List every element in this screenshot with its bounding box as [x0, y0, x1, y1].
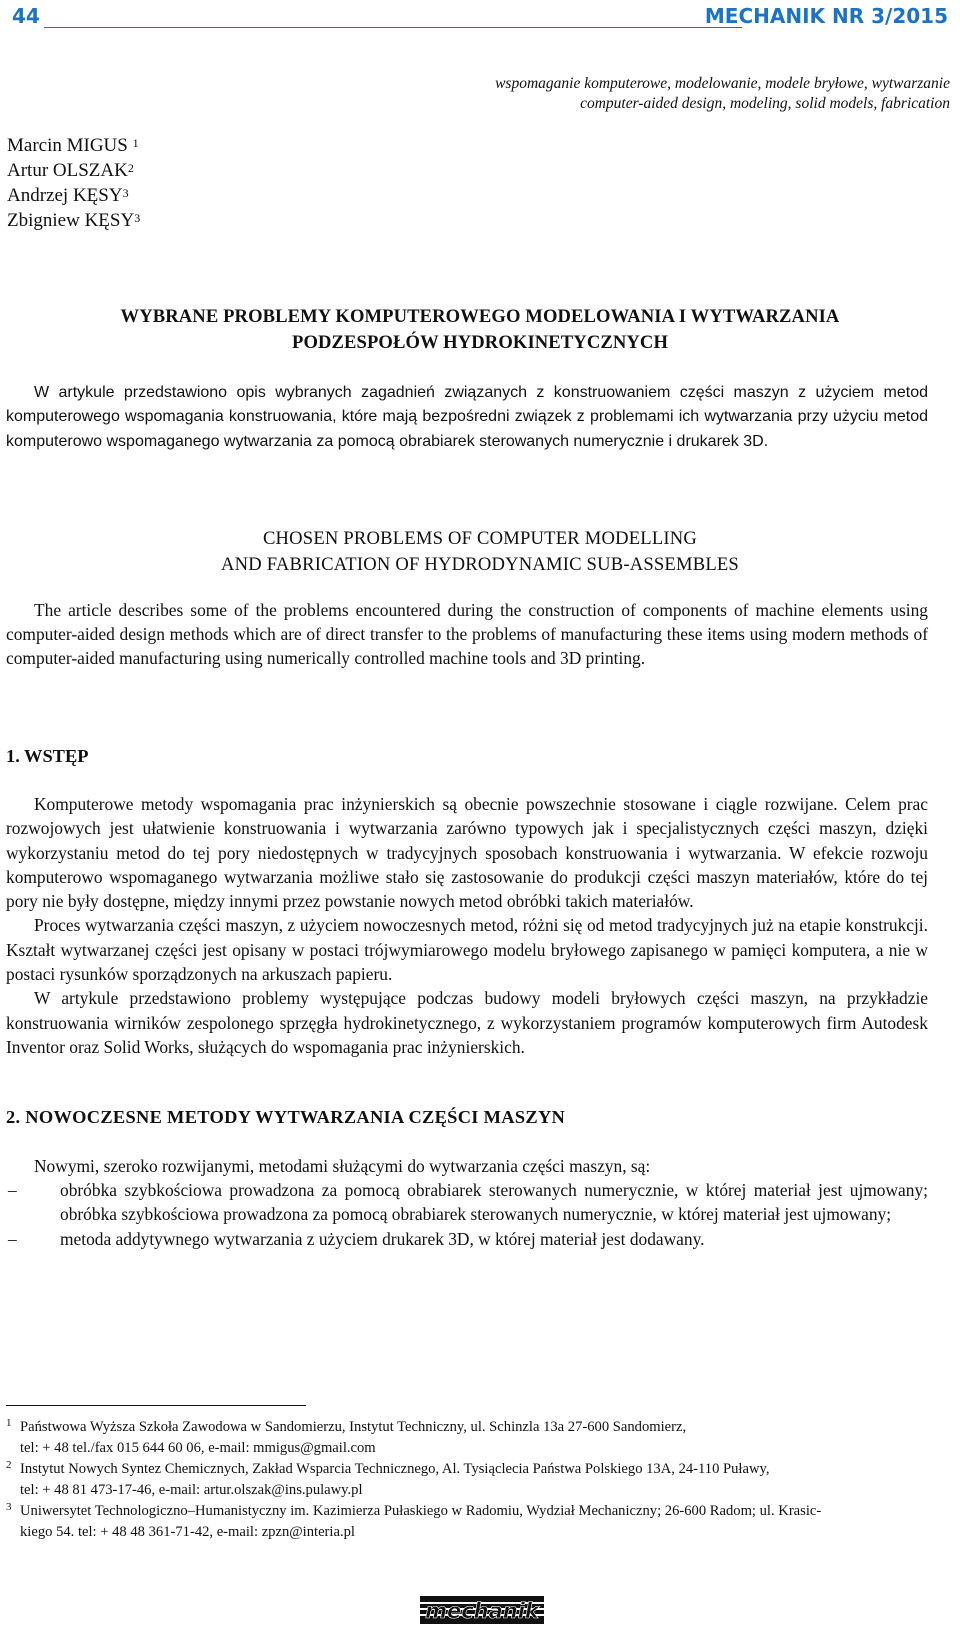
- header-rule: [44, 27, 742, 28]
- keywords-pl: wspomaganie komputerowe, modelowanie, modele bryłowe, wytwarzanie: [495, 75, 950, 92]
- list-item: – obróbka szybkościowa prowadzona za pomocą obrabiarek sterowanych numerycznie, w której materiał jest ujmowany; obróbka szybkościowa prowadzona za pomocą obrabiarek sterowanych numerycznie, w której materiał jest ujmowany;: [8, 1180, 928, 1225]
- logo-text: mechanik: [425, 1599, 539, 1623]
- footnote-rule: [6, 1405, 306, 1406]
- footnote: 1 Państwowa Wyższa Szkoła Zawodowa w Sandomierzu, Instytut Techniczny, ul. Schinzla 13a 27-600 Sandomierz, tel: + 48 tel./fax 015 644 60 06, e-mail: mmigus@gmail.com: [6, 1417, 687, 1456]
- mechanik-logo-icon: [420, 1596, 544, 1624]
- paper-title-en: CHOSEN PROBLEMS OF COMPUTER MODELLING AND FABRICATION OF HYDRODYNAMIC SUB-ASSEMBLES: [221, 528, 739, 575]
- section-1-body: [6, 792, 928, 1059]
- footnote: 2 Instytut Nowych Syntez Chemicznych, Zakład Wsparcia Technicznego, Al. Tysiąclecia Państwa Polskiego 13A, 24-110 Puławy, tel: + 48 81 473-17-46, e-mail: artur.olszak@ins.pulawy.pl: [6, 1459, 770, 1498]
- journal-title: MECHANIK NR 3/2015: [704, 4, 948, 28]
- footnotes: [6, 1417, 936, 1543]
- paragraph: Komputerowe metody wspomagania prac inżynierskich są obecnie powszechnie stosowane i ciągle rozwijane. Celem prac rozwojowych jest ułatwienie konstruowania i wytwarzania zarówno typowych jak i specjalistycznych części maszyn, dzięki wykorzystaniu metod do tej pory niedostępnych w tradycyjnych sposobach konstruowania i wytwarzania. W efekcie rozwoju komputerowo wspomaganego wytwarzania możliwe stało się zastosowanie do produkcji części maszyn materiałów, które do tej pory nie były dostępne, między innymi przez powstanie nowych metod obróbki takich materiałów.: [6, 794, 928, 912]
- abstract-pl: W artykule przedstawiono opis wybranych zagadnień związanych z konstruowaniem części maszyn z użyciem metod komputerowego wspomagania konstruowania, które mają bezpośredni związek z problemami ich wytwarzania przy użyciu metod komputerowo wspomaganego wytwarzania za pomocą obrabiarek sterowanych numerycznie i drukarek 3D.: [6, 384, 928, 450]
- section-heading: 1. WSTĘP: [6, 746, 89, 766]
- list-item: – metoda addytywnego wytwarzania z użyciem drukarek 3D, w której materiał jest dodawany.: [6, 1227, 928, 1251]
- author-list: [7, 133, 140, 233]
- bullet-marker: –: [8, 1228, 17, 1249]
- bullet-marker: –: [8, 1180, 17, 1200]
- author: Marcin MIGUS $^1$: [7, 135, 139, 156]
- paper-title-pl: WYBRANE PROBLEMY KOMPUTEROWEGO MODELOWANIA I WYTWARZANIA PODZESPOŁÓW HYDROKINETYCZNYCH: [120, 306, 840, 353]
- abstract-en: The article describes some of the problems encountered during the construction of components of machine elements using computer-aided design methods which are of direct transfer to the problems of manufacturing these items using modern methods of computer-aided manufacturing using numerically controlled machine tools and 3D printing.: [6, 600, 928, 669]
- section-2-intro: Nowymi, szeroko rozwijanymi, metodami służącymi do wytwarzania części maszyn, są:: [34, 1156, 651, 1176]
- paragraph: W artykule przedstawiono problemy występujące podczas budowy modeli bryłowych części maszyn, na przykładzie konstruowania wirników zespolonego sprzęgła hydrokinetycznego, z wykorzystaniem programów komputerowych firm Autodesk Inventor oraz Solid Works, służących do wspomagania prac inżynierskich.: [6, 988, 928, 1057]
- author: Andrzej KĘSY$^3$: [7, 185, 129, 206]
- paragraph: Proces wytwarzania części maszyn, z użyciem nowoczesnych metod, różni się od metod tradycyjnych już na etapie konstrukcji. Kształt wytwarzanej części jest opisany w postaci trójwymiarowego modelu bryłowego zapisanego w pamięci komputera, a nie w postaci rysunków sporządzonych na arkuszach papieru.: [6, 915, 928, 985]
- method-list: [6, 1178, 928, 1251]
- page-header: [0, 0, 960, 34]
- page-number: 44: [12, 4, 40, 28]
- author: Zbigniew KĘSY$^3$: [7, 210, 141, 231]
- footnote: 3 Uniwersytet Technologiczno–Humanistyczny im. Kazimierza Pułaskiego w Radomiu, Wydział Mechaniczny; 26-600 Radom; ul. Krasic- kiego 54. tel: + 48 48 361-71-42, e-mail: zpzn@interia.pl: [6, 1501, 822, 1540]
- keywords-en: computer-aided design, modeling, solid models, fabrication: [580, 95, 950, 112]
- author: Artur OLSZAK$^2$: [7, 160, 134, 181]
- section-heading: 2. NOWOCZESNE METODY WYTWARZANIA CZĘŚCI MASZYN: [6, 1107, 566, 1127]
- keywords: [495, 74, 950, 114]
